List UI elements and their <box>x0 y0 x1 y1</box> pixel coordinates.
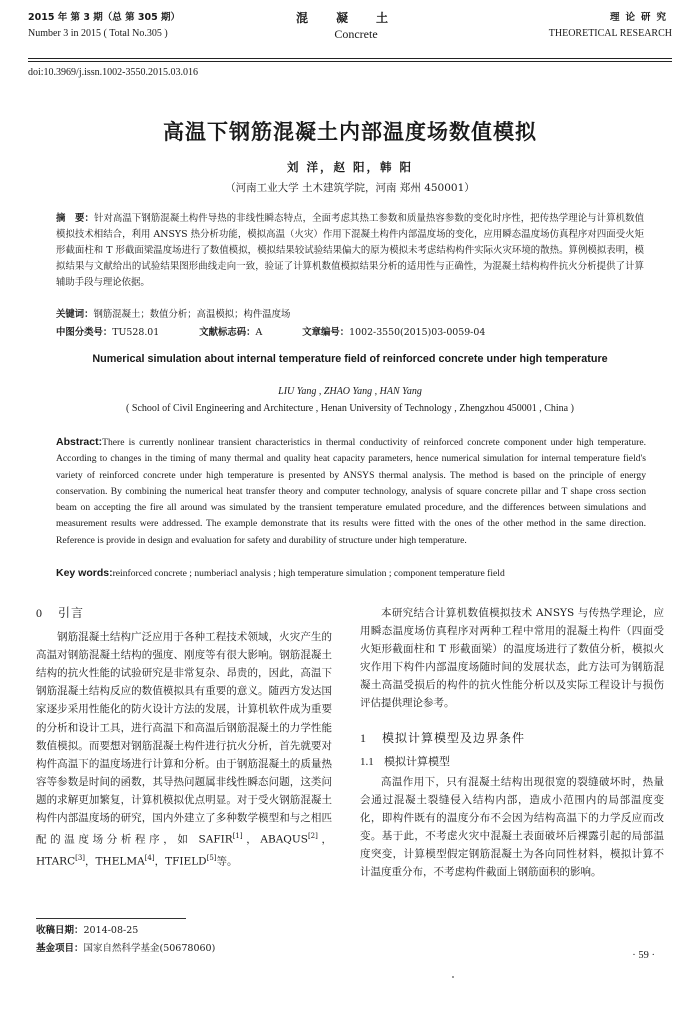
paper-title: 高温下钢筋混凝土内部温度场数值模拟 <box>163 120 537 144</box>
doi: doi:10.3969/j.issn.1002-3550.2015.03.016 <box>28 67 199 78</box>
abstract-cn-text: 针对高温下钢筋混凝土构件导热的非线性瞬态特点，全面考虑其热工参数和质量热容参数的变化时序性，把传热学理论与计算机数值模拟技术相结合，利用 ANSYS 热分析功能，模拟高温（火灾）作用下混凝土构件内部温度场的变化，应用瞬态温度场仿真程序对四面受火矩形截面柱和 T 形截面梁温度场进行了数值模拟，模拟结果较试验结果偏大的原为模拟未考虑结构构件实际火灾环境的散热。算例模拟表明，模拟结果与文献给出的试验结果图形曲线走向一致，验证了计算机数值模拟结果分析的适用性与正确性，为混凝土结构构件抗火分析提供了计算辅助手段与理论依据。 <box>56 213 644 289</box>
abstract-cn-label: 摘 要： <box>56 213 94 224</box>
keywords-cn-label: 关键词： <box>56 309 94 320</box>
page-number: · 59 · <box>632 950 655 961</box>
journal-cn: 混凝土 <box>295 11 417 25</box>
intro-paragraph-2: 本研究结合计算机数值模拟技术 ANSYS 与传热学理论，应用瞬态温度场仿真程序对两种工程中常用的混凝土构件（四面受火矩形截面柱和 T 形截面梁）的温度场进行了数值分析，模拟火灾作用下构件内部温度场随时间的发展状态，此方法可为钢筋混凝土高温受损后的构件的抗火性能分析以及实际工程设计与损伤评估提供理论参考。 <box>360 607 664 710</box>
footnote-rule <box>36 918 186 919</box>
abstract-cn <box>56 211 644 291</box>
intro-text: 钢筋混凝土结构广泛应用于各种工程技术领域，火灾产生的高温对钢筋混凝土结构的强度、刚度等有很大影响。钢筋混凝土结构的抗火性能的试验研究是非常复杂、昂贵的，因此，高温下钢筋混凝土结构反应的数值模拟具有重要的意义。随西方发达国家逐步采用性能化的防火设计方法的发展，计算机软件成为重要的分析和设计工具，进行高温下和高温后钢筋混凝土的力学性能数值模拟。而要想对钢筋混凝土构件进行抗火分析，首先就要对构件高温下的温度场进行计算和分析。由于钢筋混凝土的质量热容等参数是时间的函数，其导热问题属非线性瞬态问题，这类问题的求解更加繁复，计算机模拟优点明显。对于受火钢筋混凝土构件内部温度场的研究，国内外建立了多种数学模型和与之相匹配的温度场分析程序，如 SAFIR <box>36 631 332 846</box>
keywords-cn <box>56 307 644 323</box>
affiliation: （河南工业大学 土木建筑学院，河南 郑州 450001） <box>225 182 475 194</box>
subsection-1-1-heading <box>360 753 664 771</box>
model-paragraph: 高温作用下，只有混凝土结构出现很宽的裂缝破坏时，热量会通过混凝土裂缝侵入结构内部，造成小范围内的局部温度变化，即构件既有的温度分布不会因为结构高温下的力学反应而改变。基于此，不考虑火灾中混凝土表面破坏后裸露引起的局部温度突变，计算模型假定钢筋混凝土为各向同性材料，模拟计算不计温度重分布，不考虑构件截面上钢筋面积的影响。 <box>360 775 664 879</box>
keywords-cn-text: 钢筋混凝土；数值分析；高温模拟；构件温度场 <box>93 309 291 320</box>
journal-en: Concrete <box>334 27 378 41</box>
ref-sep-2: ，HTARC <box>36 833 333 868</box>
citation-5[interactable]: [5] <box>206 853 217 862</box>
english-affiliation: ( School of Civil Engineering and Architecture , Henan University of Technology , Zhengzhou 450001 , China ) <box>126 403 574 414</box>
body-column-left <box>36 604 332 870</box>
footnote-received <box>36 923 138 939</box>
body-column-right <box>360 604 664 881</box>
english-title: Numerical simulation about internal temperature field of reinforced concrete under high temperature <box>92 353 608 365</box>
running-header <box>28 10 672 50</box>
citation-1[interactable]: [1] <box>232 832 243 841</box>
fund-text: 国家自然科学基金(50678060) <box>83 943 216 954</box>
section-en: THEORETICAL RESEARCH <box>548 28 672 39</box>
section-1-number: 1 <box>360 730 367 745</box>
section-cn: 理论研究 <box>609 12 672 23</box>
issue-cn: 2015 年 第 3 期（总 第 305 期） <box>28 12 181 23</box>
doc-code-value: A <box>255 327 263 338</box>
section-1-heading <box>360 729 664 747</box>
received-date: 2014-08-25 <box>83 925 139 936</box>
section-1-title: 模拟计算模型及边界条件 <box>382 730 526 745</box>
classification-line <box>56 325 644 341</box>
section-0-number: 0 <box>36 606 43 620</box>
clc-value: TU528.01 <box>112 327 160 338</box>
ref-sep-3: ，THELMA <box>85 855 145 868</box>
subsection-1-1-number: 1.1 <box>360 755 374 768</box>
ref-sep-1: ，ABAQUS <box>242 833 308 846</box>
citation-2[interactable]: [2] <box>307 832 318 841</box>
citation-4[interactable]: [4] <box>144 853 155 862</box>
header-rule <box>28 58 672 59</box>
subsection-1-1-title: 模拟计算模型 <box>384 754 450 768</box>
header-rule-thin <box>28 61 672 62</box>
article-no-value: 1002-3550(2015)03-0059-04 <box>349 327 486 338</box>
article-no-label: 文章编号： <box>302 327 350 338</box>
abstract-en-label: Abstract: <box>56 436 103 448</box>
received-label: 收稿日期： <box>36 925 84 936</box>
doc-code-label: 文献标志码： <box>199 327 256 338</box>
authors: 刘 洋，赵 阳，韩 阳 <box>286 160 413 174</box>
header-issue <box>28 10 180 42</box>
intro-end: 等。 <box>216 855 238 868</box>
section-0-heading <box>36 604 332 622</box>
keywords-en-text: reinforced concrete ; numberiacl analysis ; high temperature simulation ; component temperature field <box>112 568 505 579</box>
header-section <box>549 10 672 42</box>
fund-label: 基金项目： <box>36 943 84 954</box>
intro-paragraph-1 <box>36 628 332 870</box>
issue-en: Number 3 in 2015 ( Total No.305 ) <box>28 28 168 39</box>
abstract-en-text: There is currently nonlinear transient characteristics in thermal conductivity of reinforced concrete component under high temperature. According to changes in the timing of many thermal and quality heat capacity parameters, hence numerical simulation for internal temperature field's variety of reinforced concrete under high temperature is presented by ANSYS thermal analysis. The method is based on the principle of energy conservation. By combining the numerical heat transfer theory and computer technology, analysis of square concrete pillar and T shape cross section beam on accepting the fire all around was simulated by the transient temperature emulated procedure, and the differences between simulations and measurement results were addressed. The example demonstrate that its results were fitted with the ones of the other method in the same direction. Reference is provide in design and evaluation for safety and durability of structure under high temperature. <box>56 437 646 546</box>
citation-3[interactable]: [3] <box>75 853 86 862</box>
clc-label: 中图分类号： <box>56 327 113 338</box>
footnote-fund <box>36 941 215 957</box>
abstract-en <box>56 434 646 549</box>
keywords-en <box>56 565 646 582</box>
section-0-title: 引言 <box>58 606 85 620</box>
scan-speck <box>452 976 454 978</box>
ref-sep-4: ，TFIELD <box>154 855 207 868</box>
keywords-en-label: Key words: <box>56 567 113 579</box>
english-authors: LIU Yang , ZHAO Yang , HAN Yang <box>278 386 422 397</box>
header-journal <box>296 10 416 42</box>
